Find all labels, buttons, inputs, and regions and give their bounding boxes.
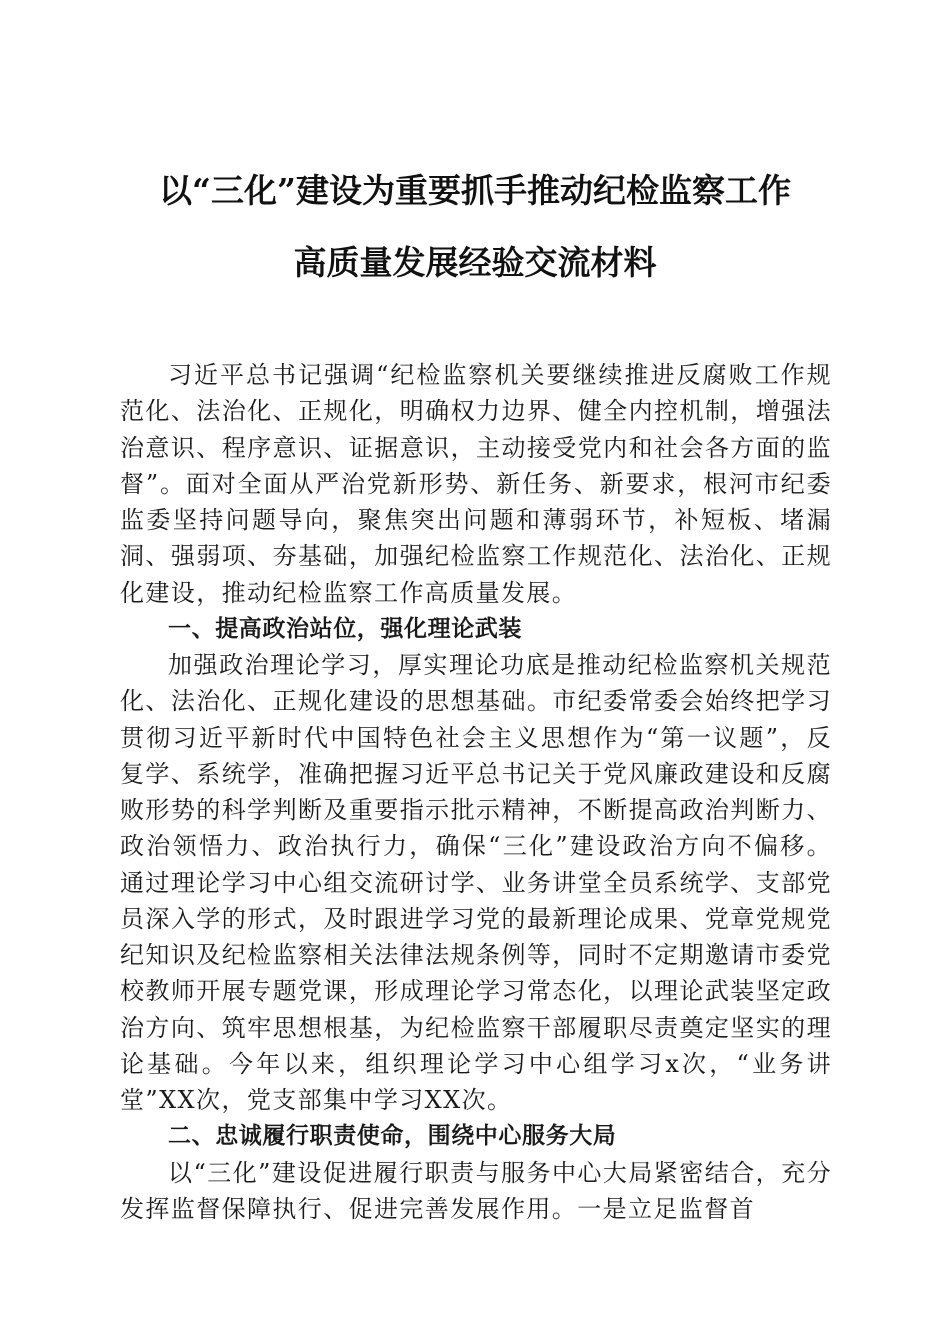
document-body xyxy=(120,357,832,1227)
document-title-line-2: 高质量发展经验交流材料 xyxy=(293,243,657,282)
intro-paragraph: 习近平总书记强调“纪检监察机关要继续推进反腐败工作规范化、法治化、正规化，明确权力边界、健全内控机制，增强法治意识、程序意识、证据意识，主动接受党内和社会各方面的监督”。面对全面从严治党新形势、新任务、新要求，根河市纪委监委坚持问题导向，聚焦突出问题和薄弱环节，补短板、堵漏洞、强弱项、夯基础，加强纪检监察工作规范化、法治化、正规化建设，推动纪检监察工作高质量发展。 xyxy=(120,361,832,607)
section-2-heading: 二、忠诚履行职责使命，围绕中心服务大局 xyxy=(168,1123,617,1150)
section-2-paragraph: 以“三化”建设促进履行职责与服务中心大局紧密结合，充分发挥监督保障执行、促进完善发展作用。一是立足监督首 xyxy=(120,1158,832,1223)
section-1-paragraph: 加强政治理论学习，厚实理论功底是推动纪检监察机关规范化、法治化、正规化建设的思想基础。市纪委常委会始终把学习贯彻习近平新时代中国特色社会主义思想作为“第一议题”，反复学、系统学，准确把握习近平总书记关于党风廉政建设和反腐败形势的科学判断及重要指示批示精神，不断提高政治判断力、政治领悟力、政治执行力，确保“三化”建设政治方向不偏移。通过理论学习中心组交流研讨学、业务讲堂全员系统学、支部党员深入学的形式，及时跟进学习党的最新理论成果、党章党规党纪知识及纪检监察相关法律法规条例等，同时不定期邀请市委党校教师开展专题党课，形成理论学习常态化，以理论武装坚定政治方向、筑牢思想根基，为纪检监察干部履职尽责奠定坚实的理论基础。今年以来，组织理论学习中心组学习x次，“业务讲堂”XX次，党支部集中学习XX次。 xyxy=(120,651,832,1114)
document-title-line-1: 以“三化”建设为重要抓手推动纪检监察工作 xyxy=(159,171,791,210)
section-1-heading: 一、提高政治站位，强化理论武装 xyxy=(168,615,522,642)
